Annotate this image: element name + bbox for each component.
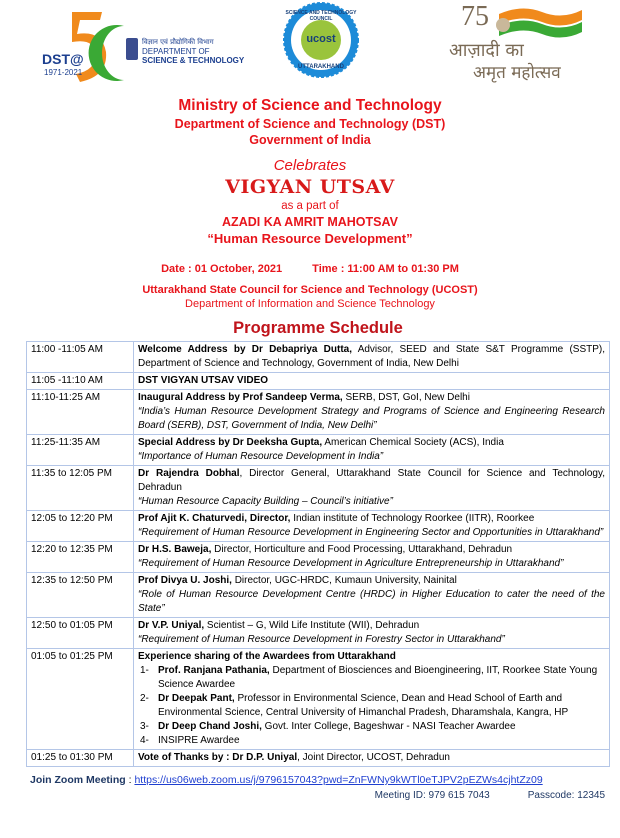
department-heading: Department of Science and Technology (DST) [174, 117, 446, 131]
topic: “Human Resource Capacity Building – Council’s initiative” [138, 496, 393, 507]
event-title: VIGYAN UTSAV [225, 176, 395, 198]
details: , Director General, Uttarakhand State Council for Science and Technology, Dehradun [138, 468, 605, 493]
theme-title: “Human Resource Development” [207, 231, 413, 246]
awardee-name: Prof. Ranjana Pathania, [158, 665, 270, 676]
time-cell: 11:05 -11:10 AM [27, 373, 134, 390]
date-time-line [0, 262, 620, 276]
dst-line2: SCIENCE & TECHNOLOGY [142, 56, 245, 65]
list-item [138, 720, 605, 734]
item-number: 4- [140, 735, 149, 746]
time-cell: 01:05 to 01:25 PM [27, 649, 134, 750]
zoom-meeting-line [30, 773, 620, 787]
awardees-title: Experience sharing of the Awardees from Uttarakhand [138, 651, 396, 662]
table-row [27, 390, 610, 435]
description-cell [134, 573, 610, 618]
zoom-label: Join Zoom Meeting [30, 774, 126, 786]
ministry-heading: Ministry of Science and Technology [178, 97, 442, 114]
dst-50-years-logo [40, 8, 245, 88]
description-cell [134, 466, 610, 511]
details: , Joint Director, UCOST, Dehradun [297, 752, 450, 763]
description-cell [134, 511, 610, 542]
time-cell: 11:25-11:35 AM [27, 435, 134, 466]
speaker: Special Address by Dr Deeksha Gupta, [138, 437, 323, 448]
speaker: Inaugural Address by Prof Sandeep Verma, [138, 392, 343, 403]
speaker: Dr H.S. Baweja, [138, 544, 212, 555]
speaker: Dr Rajendra Dobhal [138, 468, 240, 479]
table-row [27, 466, 610, 511]
ucost-center-text: ucost [306, 33, 336, 45]
host-organization: Uttarakhand State Council for Science and Technology (UCOST) [142, 284, 478, 296]
campaign-title: AZADI KA AMRIT MAHOTSAV [222, 215, 398, 229]
awardee-name: Dr Deep Chand Joshi, [158, 721, 262, 732]
details: Indian institute of Technology Roorkee (IITR), Roorkee [290, 513, 535, 524]
topic: “Requirement of Human Resource Development in Engineering Sector and Opportunities in Uttarakhand” [138, 527, 604, 538]
government-heading: Government of India [249, 133, 371, 147]
speaker: Prof Divya U. Joshi, [138, 575, 232, 586]
table-row [27, 573, 610, 618]
table-row-awardees [27, 649, 610, 750]
description-cell [134, 435, 610, 466]
speaker: Welcome Address by Dr Debapriya Dutta, [138, 344, 353, 355]
zoom-meeting-link[interactable]: https://us06web.zoom.us/j/9796157043?pwd=ZnFWNy9kWTl0eTJPV2pEZWs4cjhtZz09 [134, 774, 543, 786]
topic: “Role of Human Resource Development Centre (HRDC) in Higher Education to cater the need of the State” [138, 589, 605, 614]
aka-line2: अमृत महोत्सव [473, 63, 561, 83]
details: Director, Horticulture and Food Processing, Uttarakhand, Dehradun [211, 544, 513, 555]
schedule-title: Programme Schedule [233, 319, 403, 337]
programme-schedule-table [26, 341, 610, 767]
awardee-details: Professor in Environmental Science, Dean and Head School of Earth and Environmental Science, Central University of Himanchal Pradesh, Dharamshala, Kangra, HP [158, 693, 569, 718]
ucost-logo [283, 2, 359, 78]
list-item [138, 734, 605, 748]
topic: “Requirement of Human Resource Development in Forestry Sector in Uttarakhand” [138, 634, 505, 645]
description-cell [134, 750, 610, 767]
awardee-details: Govt. Inter College, Bageshwar - NASI Teacher Awardee [261, 721, 516, 732]
aka-number: 75 [461, 1, 489, 32]
details: Advisor, SEED and State S&T Programme (SSTP), Department of Science and Technology, Government of India, New Delhi [138, 344, 605, 369]
list-item [138, 692, 605, 720]
ucost-ring-bottom: UTTARAKHAND [298, 64, 344, 70]
list-item [138, 664, 605, 692]
dst-hindi: विज्ञान एवं प्रौद्योगिकी विभाग [142, 38, 214, 46]
time-cell: 01:25 to 01:30 PM [27, 750, 134, 767]
table-row [27, 511, 610, 542]
topic: “India’s Human Resource Development Strategy and Programs of Science and Engineering Research Board (SERB), DST, Government of India, New Delhi” [138, 406, 605, 431]
description-cell [134, 649, 610, 750]
time-cell: 11:00 -11:05 AM [27, 342, 134, 373]
description-cell [134, 618, 610, 649]
time-cell: 12:20 to 12:35 PM [27, 542, 134, 573]
meeting-id: Meeting ID: 979 615 7043 [374, 790, 490, 801]
as-part-of-text: as a part of [281, 200, 339, 212]
host-department: Department of Information and Science Technology [185, 298, 435, 310]
time-cell: 11:35 to 12:05 PM [27, 466, 134, 511]
table-row-vote-of-thanks [27, 750, 610, 767]
table-row [27, 342, 610, 373]
topic: “Importance of Human Resource Development in India” [138, 451, 384, 462]
logo-bar [0, 0, 620, 92]
national-emblem-icon [126, 38, 138, 60]
passcode: Passcode: 12345 [527, 790, 605, 801]
dst-badge: DST@ [42, 51, 84, 67]
description-cell [134, 390, 610, 435]
aka-line1: आज़ादी का [449, 40, 524, 61]
dst-years: 1971-2021 [44, 68, 83, 77]
awardees-list [138, 664, 605, 748]
details: Director, UGC-HRDC, Kumaun University, Nainital [231, 575, 457, 586]
awardee-name: Dr Deepak Pant, [158, 693, 235, 704]
meeting-credentials [0, 789, 605, 802]
item-title: DST VIGYAN UTSAV VIDEO [138, 375, 269, 386]
item-number: 2- [140, 693, 149, 704]
table-row [27, 373, 610, 390]
dst-wordmark [142, 38, 244, 65]
awardee-details: Department of Biosciences and Bioengineering, IIT, Roorkee State Young Science Awardee [158, 665, 598, 690]
table-row [27, 435, 610, 466]
details: American Chemical Society (ACS), India [322, 437, 504, 448]
time-cell: 11:10-11:25 AM [27, 390, 134, 435]
details: SERB, DST, GoI, New Delhi [342, 392, 470, 403]
description-cell [134, 542, 610, 573]
table-row [27, 542, 610, 573]
zoom-separator: : [125, 774, 135, 786]
speaker: Vote of Thanks by : Dr D.P. Uniyal [138, 752, 298, 763]
azadi-ka-amrit-mahotsav-logo [445, 2, 605, 88]
time-cell: 12:50 to 01:05 PM [27, 618, 134, 649]
event-date: Date : 01 October, 2021 [161, 263, 283, 275]
time-cell: 12:35 to 12:50 PM [27, 573, 134, 618]
ucost-ring-top: SCIENCE AND TECHNOLOGY COUNCIL [285, 10, 357, 22]
speaker: Prof Ajit K. Chaturvedi, Director, [138, 513, 291, 524]
description-cell [134, 342, 610, 373]
time-cell: 12:05 to 12:20 PM [27, 511, 134, 542]
event-time: Time : 11:00 AM to 01:30 PM [312, 263, 459, 275]
topic: “Requirement of Human Resource Development in Agriculture Entrepreneurship in Uttarakhand” [138, 558, 564, 569]
item-number: 1- [140, 665, 149, 676]
table-row [27, 618, 610, 649]
dst-line1: DEPARTMENT OF [142, 47, 210, 56]
speaker: Dr V.P. Uniyal, [138, 620, 205, 631]
description-cell [134, 373, 610, 390]
celebrates-text: Celebrates [273, 157, 347, 174]
awardee-details: INSIPRE Awardee [158, 735, 240, 746]
details: Scientist – G, Wild Life Institute (WII), Dehradun [204, 620, 420, 631]
item-number: 3- [140, 721, 149, 732]
